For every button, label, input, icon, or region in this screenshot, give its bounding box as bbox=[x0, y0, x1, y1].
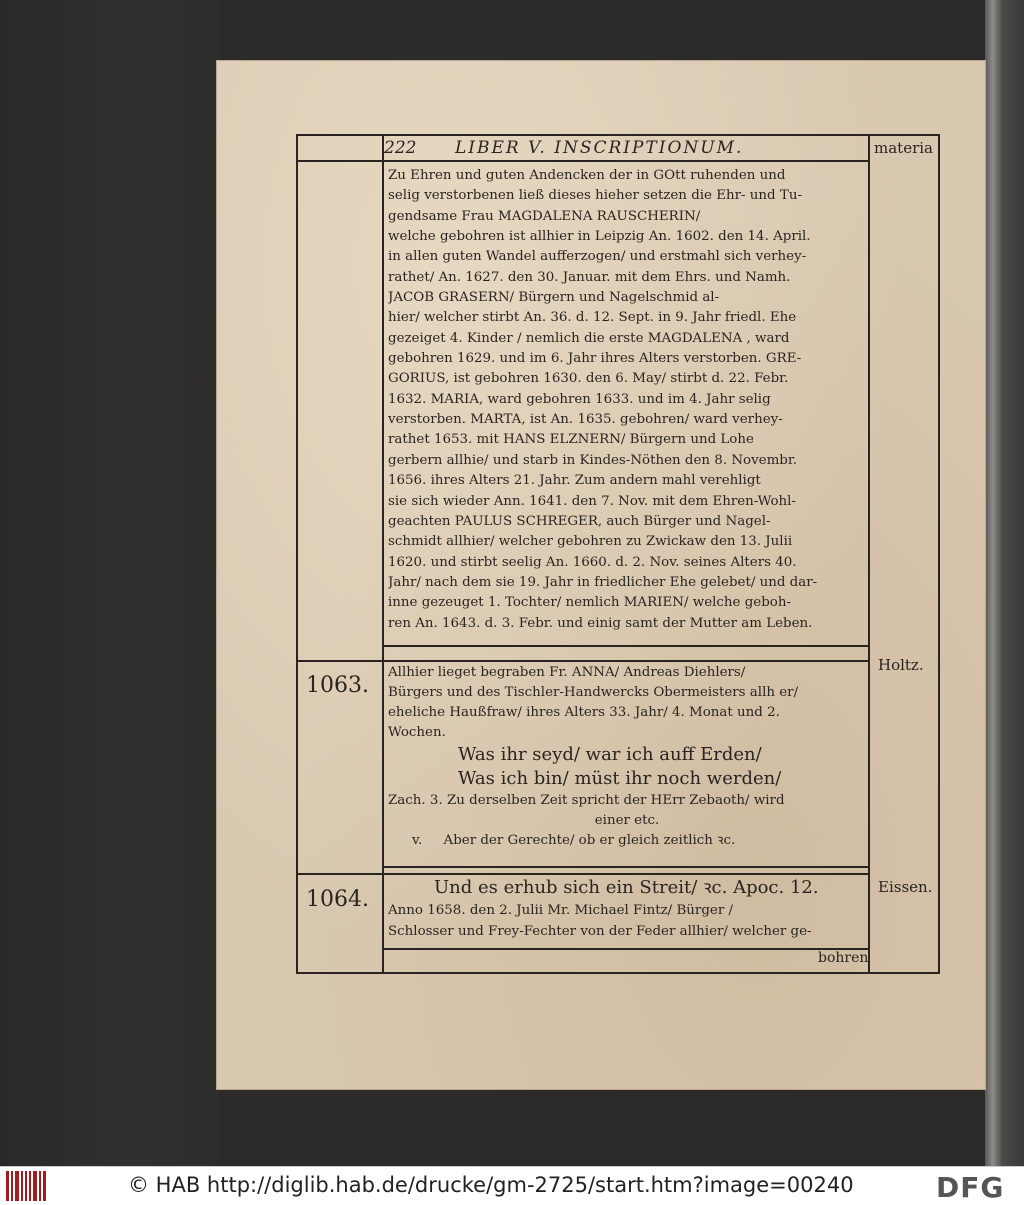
text-line: eheliche Haußfraw/ ihres Alters 33. Jahr/ 4. Monat und 2. bbox=[388, 705, 780, 720]
entry-rule bbox=[296, 660, 870, 662]
page-number: 222 bbox=[384, 138, 417, 158]
dfg-logo: DFG bbox=[936, 1171, 1005, 1204]
versicle-label: v. bbox=[412, 833, 423, 848]
scripture-line: Zach. 3. Zu derselben Zeit spricht der HErr Zebaoth/ wird bbox=[388, 793, 785, 808]
versicle-text: Aber der Gerechte/ ob er gleich zeitlich ꝛc. bbox=[443, 833, 736, 848]
text-line: in allen guten Wandel aufferzogen/ und erstmahl sich verhey- bbox=[388, 249, 807, 265]
text-line: sie sich wieder Ann. 1641. den 7. Nov. mit dem Ehren-Wohl- bbox=[388, 493, 796, 509]
scan-backdrop-left bbox=[0, 0, 220, 1166]
text-line: gendsame Frau MAGDALENA RAUSCHERIN/ bbox=[388, 208, 701, 224]
text-line: Zu Ehren und guten Andencken der in GOtt ruhenden und bbox=[388, 168, 786, 183]
text-line: 1656. ihres Alters 21. Jahr. Zum andern mahl verehligt bbox=[388, 473, 761, 489]
entry-number: 1063. bbox=[306, 673, 369, 698]
copyright-link[interactable]: © HAB http://diglib.hab.de/drucke/gm-2725/start.htm?image=00240 bbox=[128, 1173, 854, 1197]
footer-bar bbox=[0, 1166, 1024, 1205]
text-line: GORIUS, ist gebohren 1630. den 6. May/ stirbt d. 22. Febr. bbox=[388, 371, 789, 387]
header-rule bbox=[296, 160, 870, 162]
catchword: bohren bbox=[818, 950, 869, 966]
running-title: LIBER V. INSCRIPTIONUM. bbox=[455, 138, 744, 158]
entry-1064-text bbox=[388, 876, 866, 942]
text-line: Wochen. bbox=[388, 725, 446, 740]
text-line: inne gezeuget 1. Tochter/ nemlich MARIEN/ welche geboh- bbox=[388, 595, 791, 611]
text-line: verstorben. MARTA, ist An. 1635. gebohren/ ward verhey- bbox=[388, 412, 783, 428]
hab-logo bbox=[6, 1171, 46, 1201]
verse-line: Was ihr seyd/ war ich auff Erden/ bbox=[458, 744, 762, 765]
text-line: geachten PAULUS SCHREGER, auch Bürger und Nagel- bbox=[388, 513, 771, 529]
entry-rule bbox=[384, 866, 868, 868]
left-column-rule bbox=[382, 134, 384, 972]
text-line: 1620. und stirbt seelig An. 1660. d. 2. Nov. seines Alters 40. bbox=[388, 554, 797, 570]
text-line: selig verstorbenen ließ dieses hieher setzen die Ehr- und Tu- bbox=[388, 188, 802, 204]
text-line: Anno 1658. den 2. Julii Mr. Michael Fintz/ Bürger / bbox=[388, 903, 733, 918]
text-line: gerbern allhie/ und starb in Kindes-Nöthen den 8. Novembr. bbox=[388, 452, 798, 468]
verse-line: Was ich bin/ müst ihr noch werden/ bbox=[458, 768, 782, 789]
text-line: welche gebohren ist allhier in Leipzig An. 1602. den 14. April. bbox=[388, 229, 811, 245]
text-line: gezeiget 4. Kinder / nemlich die erste MAGDALENA , ward bbox=[388, 330, 790, 346]
text-line: schmidt allhier/ welcher gebohren zu Zwickaw den 13. Julii bbox=[388, 534, 793, 550]
material-label: Holtz. bbox=[878, 656, 924, 674]
text-line: Jahr/ nach dem sie 19. Jahr in friedlicher Ehe gelebet/ und dar- bbox=[388, 574, 818, 590]
text-line: rathet 1653. mit HANS ELZNERN/ Bürgern und Lohe bbox=[388, 432, 754, 448]
right-column-rule bbox=[868, 134, 870, 972]
entry-heading: Und es erhub sich ein Streit/ ꝛc. Apoc. 12. bbox=[434, 877, 819, 898]
material-label: Eissen. bbox=[878, 878, 933, 896]
text-line: JACOB GRASERN/ Bürgern und Nagelschmid al- bbox=[388, 290, 720, 306]
text-line: ren An. 1643. d. 3. Febr. und einig samt der Mutter am Leben. bbox=[388, 615, 813, 631]
versicle-line bbox=[388, 831, 866, 851]
entry-number: 1064. bbox=[306, 887, 369, 912]
first-entry-text bbox=[388, 166, 864, 634]
entry-rule bbox=[384, 645, 868, 647]
scan-backdrop-right bbox=[985, 0, 1024, 1166]
margin-heading: materia bbox=[874, 139, 933, 157]
text-line: Bürgers und des Tischler-Handwercks Obermeisters allh er/ bbox=[388, 685, 799, 700]
text-line: hier/ welcher stirbt An. 36. d. 12. Sept. in 9. Jahr friedl. Ehe bbox=[388, 310, 797, 326]
text-line: Allhier lieget begraben Fr. ANNA/ Andreas Diehlers/ bbox=[388, 665, 746, 680]
text-line: 1632. MARIA, ward gebohren 1633. und im 4. Jahr selig bbox=[388, 391, 771, 407]
text-line: gebohren 1629. und im 6. Jahr ihres Alters verstorben. GRE- bbox=[388, 351, 802, 367]
scripture-continuation: einer etc. bbox=[594, 813, 660, 828]
entry-rule bbox=[384, 948, 868, 950]
entry-rule bbox=[296, 873, 870, 875]
entry-1063-text bbox=[388, 663, 866, 851]
text-line: rathet/ An. 1627. den 30. Januar. mit dem Ehrs. und Namh. bbox=[388, 269, 791, 285]
text-line: Schlosser und Frey-Fechter von der Feder allhier/ welcher ge- bbox=[388, 924, 812, 939]
